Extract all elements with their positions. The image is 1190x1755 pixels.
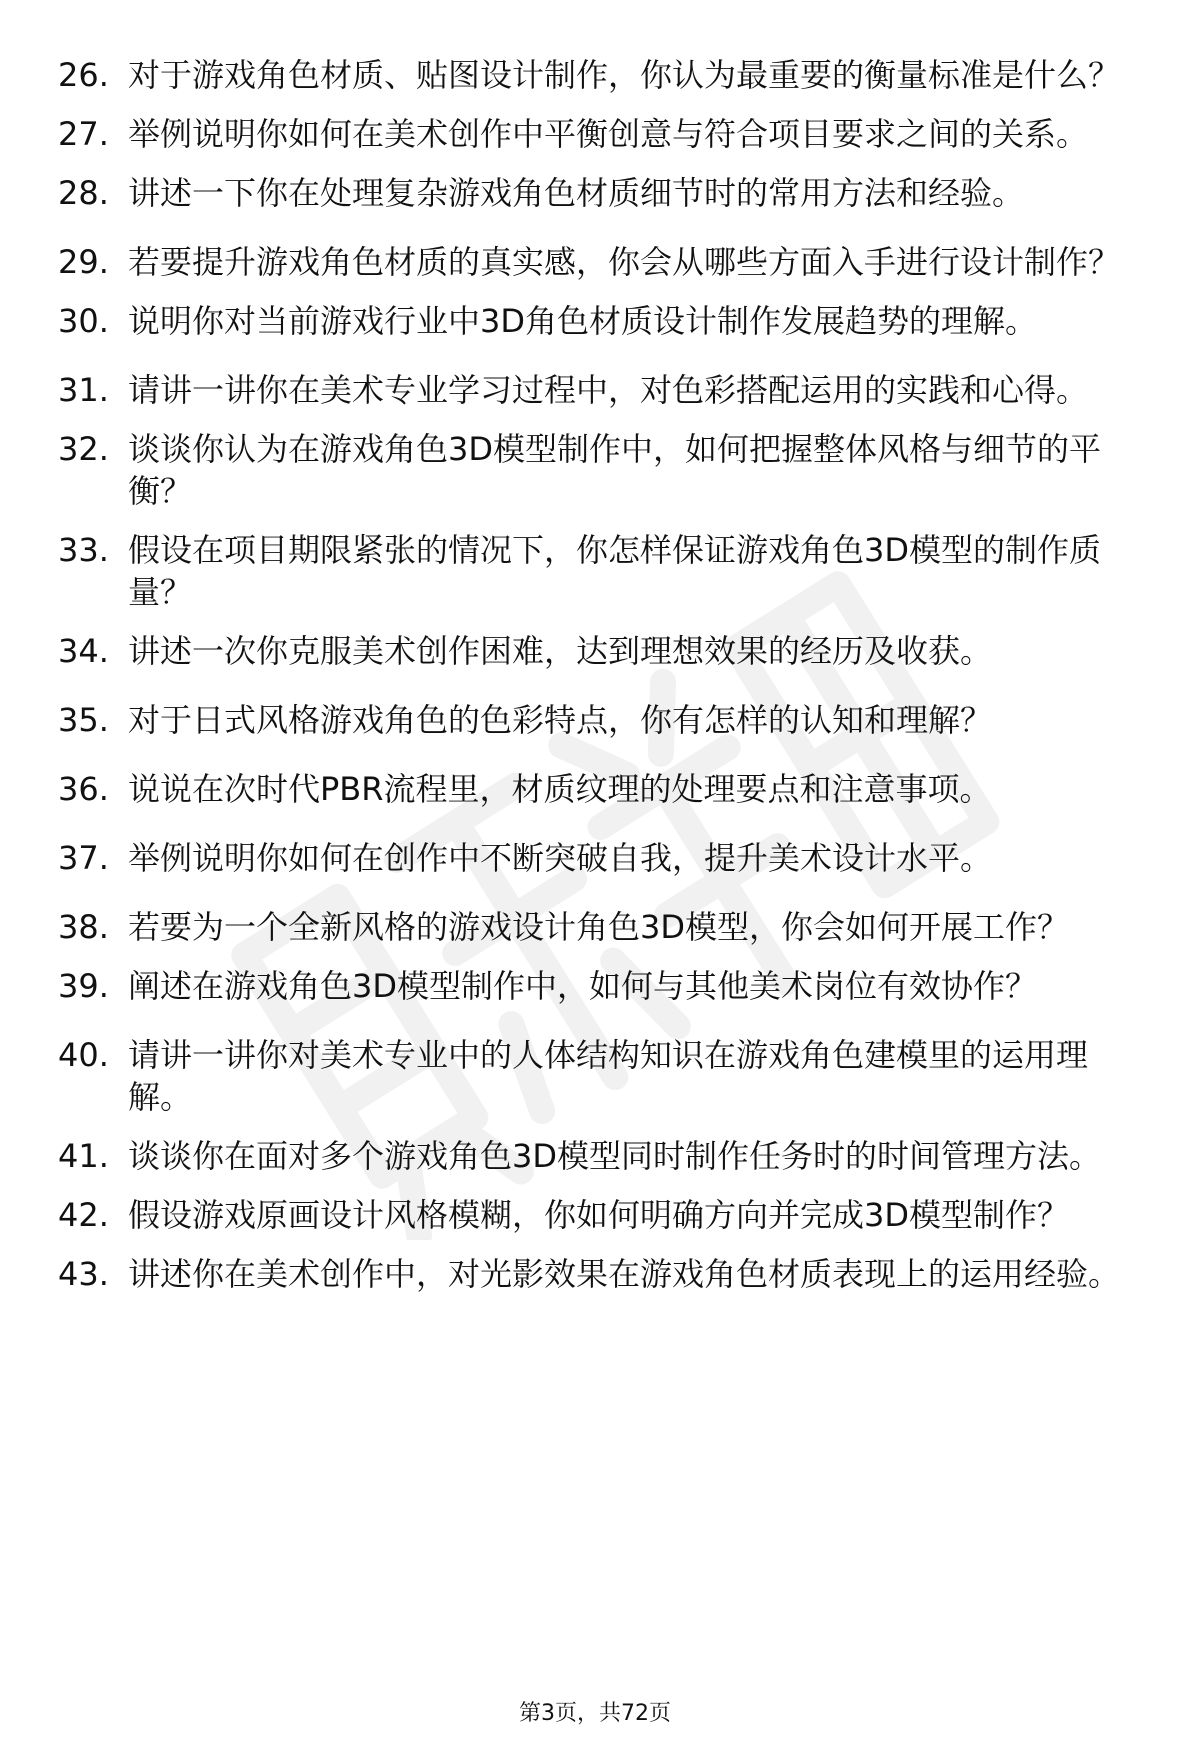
- question-number: 37.: [58, 839, 109, 877]
- question-text: 若要提升游戏角色材质的真实感，你会从哪些方面入手进行设计制作？: [128, 243, 1121, 281]
- question-item: [58, 241, 1148, 283]
- question-text: 对于游戏角色材质、贴图设计制作，你认为最重要的衡量标准是什么？: [128, 56, 1121, 94]
- question-text: 谈谈你认为在游戏角色3D模型制作中，如何把握整体风格与细节的平衡？: [128, 430, 1102, 510]
- question-item: [58, 768, 1148, 810]
- question-text: 阐述在游戏角色3D模型制作中，如何与其他美术岗位有效协作？: [128, 967, 1038, 1005]
- question-item: [58, 630, 1148, 672]
- question-number: 38.: [58, 908, 109, 946]
- question-number: 41.: [58, 1137, 109, 1175]
- question-text: 说说在次时代PBR流程里，材质纹理的处理要点和注意事项。: [128, 770, 992, 808]
- question-item: [58, 54, 1148, 96]
- question-number: 30.: [58, 302, 109, 340]
- question-number: 32.: [58, 430, 109, 468]
- question-number: 34.: [58, 632, 109, 670]
- question-text: 若要为一个全新风格的游戏设计角色3D模型，你会如何开展工作？: [128, 908, 1070, 946]
- question-text: 举例说明你如何在美术创作中平衡创意与符合项目要求之间的关系。: [128, 115, 1089, 153]
- question-text: 假设在项目期限紧张的情况下，你怎样保证游戏角色3D模型的制作质量？: [128, 531, 1102, 611]
- question-number: 40.: [58, 1036, 109, 1074]
- question-item: [58, 906, 1148, 948]
- question-text: 举例说明你如何在创作中不断突破自我，提升美术设计水平。: [128, 839, 993, 877]
- page-footer: 第3页，共72页: [519, 1701, 671, 1726]
- question-number: 43.: [58, 1255, 109, 1293]
- question-number: 26.: [58, 56, 109, 94]
- question-item: [58, 300, 1148, 342]
- question-list: [58, 54, 1148, 1312]
- question-text: 请讲一讲你在美术专业学习过程中，对色彩搭配运用的实践和心得。: [128, 371, 1089, 409]
- question-item: [58, 699, 1148, 741]
- question-number: 31.: [58, 371, 109, 409]
- question-item: [58, 369, 1148, 411]
- question-number: 33.: [58, 531, 109, 569]
- question-text: 讲述你在美术创作中，对光影效果在游戏角色材质表现上的运用经验。: [128, 1255, 1121, 1293]
- question-item: [58, 1253, 1148, 1295]
- question-text: 说明你对当前游戏行业中3D角色材质设计制作发展趋势的理解。: [128, 302, 1038, 340]
- question-text: 对于日式风格游戏角色的色彩特点，你有怎样的认知和理解？: [128, 701, 993, 739]
- question-item: [58, 965, 1148, 1007]
- question-item: [58, 428, 1148, 512]
- question-number: 28.: [58, 174, 109, 212]
- question-item: [58, 113, 1148, 155]
- question-item: [58, 837, 1148, 879]
- question-number: 35.: [58, 701, 109, 739]
- question-text: 假设游戏原画设计风格模糊，你如何明确方向并完成3D模型制作？: [128, 1196, 1070, 1234]
- question-item: [58, 529, 1148, 613]
- question-item: [58, 172, 1148, 214]
- question-number: 27.: [58, 115, 109, 153]
- question-number: 42.: [58, 1196, 109, 1234]
- question-item: [58, 1194, 1148, 1236]
- question-item: [58, 1135, 1148, 1177]
- question-text: 讲述一下你在处理复杂游戏角色材质细节时的常用方法和经验。: [128, 174, 1025, 212]
- question-text: 谈谈你在面对多个游戏角色3D模型同时制作任务时的时间管理方法。: [128, 1137, 1102, 1175]
- question-number: 39.: [58, 967, 109, 1005]
- question-number: 29.: [58, 243, 109, 281]
- question-text: 请讲一讲你对美术专业中的人体结构知识在游戏角色建模里的运用理解。: [128, 1036, 1089, 1116]
- question-number: 36.: [58, 770, 109, 808]
- question-item: [58, 1034, 1148, 1118]
- question-text: 讲述一次你克服美术创作困难，达到理想效果的经历及收获。: [128, 632, 993, 670]
